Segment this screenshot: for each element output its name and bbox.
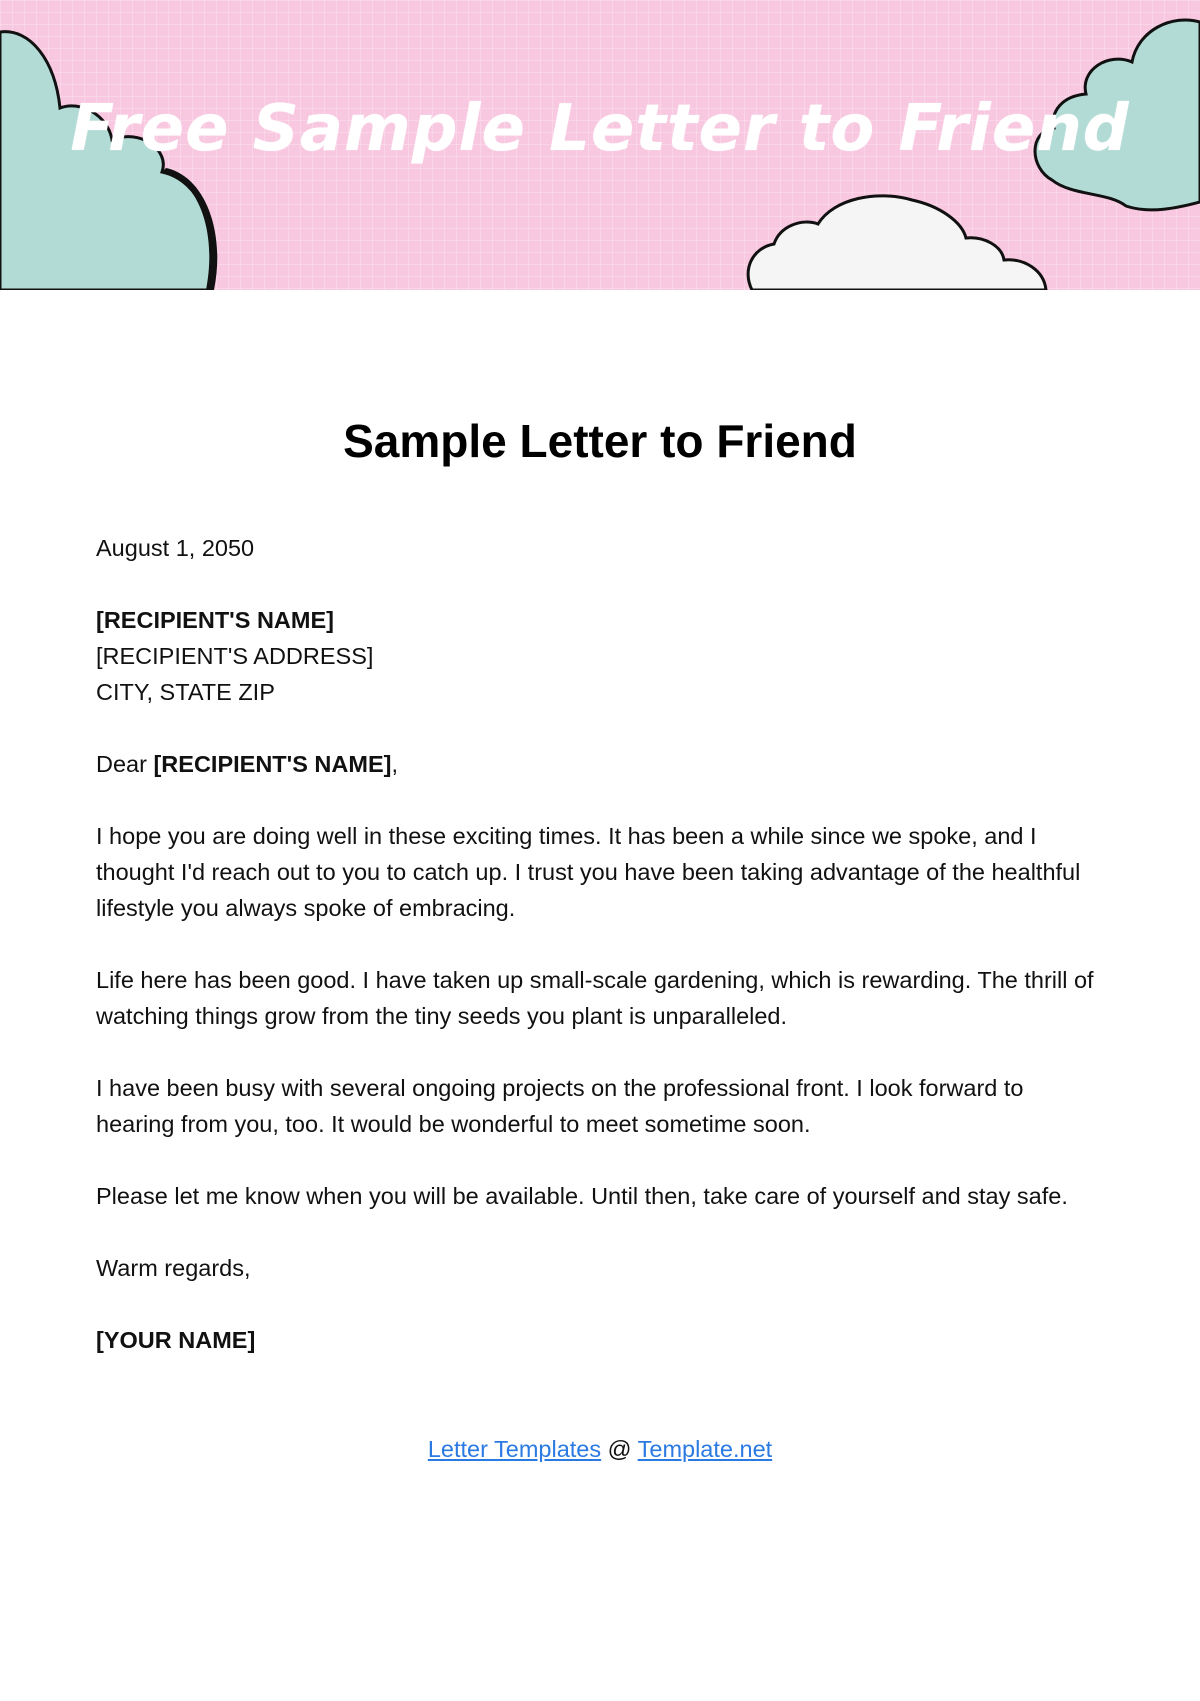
footer-separator: @ [601, 1436, 638, 1462]
body-paragraph-2: Life here has been good. I have taken up small-scale gardening, which is rewarding. The thrill of watching things grow from the tiny seeds you plant is unparalleled. [96, 967, 1094, 1029]
salutation-prefix: Dear [96, 751, 154, 777]
salutation-suffix: , [391, 751, 398, 777]
header-banner [0, 0, 1200, 290]
salutation-name: [RECIPIENT'S NAME] [153, 751, 392, 777]
recipient-block [96, 602, 1106, 710]
document-title: Sample Letter to Friend [343, 415, 857, 467]
body-paragraph-4: Please let me know when you will be available. Until then, take care of yourself and stay safe. [96, 1183, 1068, 1209]
recipient-city-state-zip: CITY, STATE ZIP [96, 679, 275, 705]
letter-date: August 1, 2050 [96, 535, 255, 561]
body-paragraph-3: I have been busy with several ongoing projects on the professional front. I look forward to hearing from you, too. It would be wonderful to meet sometime soon. [96, 1075, 1024, 1137]
letter-templates-link[interactable]: Letter Templates [427, 1436, 602, 1462]
signature: [YOUR NAME] [96, 1327, 256, 1353]
template-net-link[interactable]: Template.net [637, 1436, 773, 1462]
bottom-cloud-shape [748, 196, 1046, 290]
salutation [96, 746, 1106, 782]
recipient-address: [RECIPIENT'S ADDRESS] [96, 643, 374, 669]
closing: Warm regards, [96, 1255, 251, 1281]
recipient-name: [RECIPIENT'S NAME] [96, 607, 334, 633]
footer-credit [0, 1431, 1200, 1467]
letter-body [96, 530, 1106, 1394]
banner-title: Free Sample Letter to Friend [70, 92, 1130, 166]
body-paragraph-1: I hope you are doing well in these exciting times. It has been a while since we spoke, and I thought I'd reach out to you to catch up. I trust you have been taking advantage of the healthful lifestyle you always spoke of embracing. [96, 823, 1081, 921]
